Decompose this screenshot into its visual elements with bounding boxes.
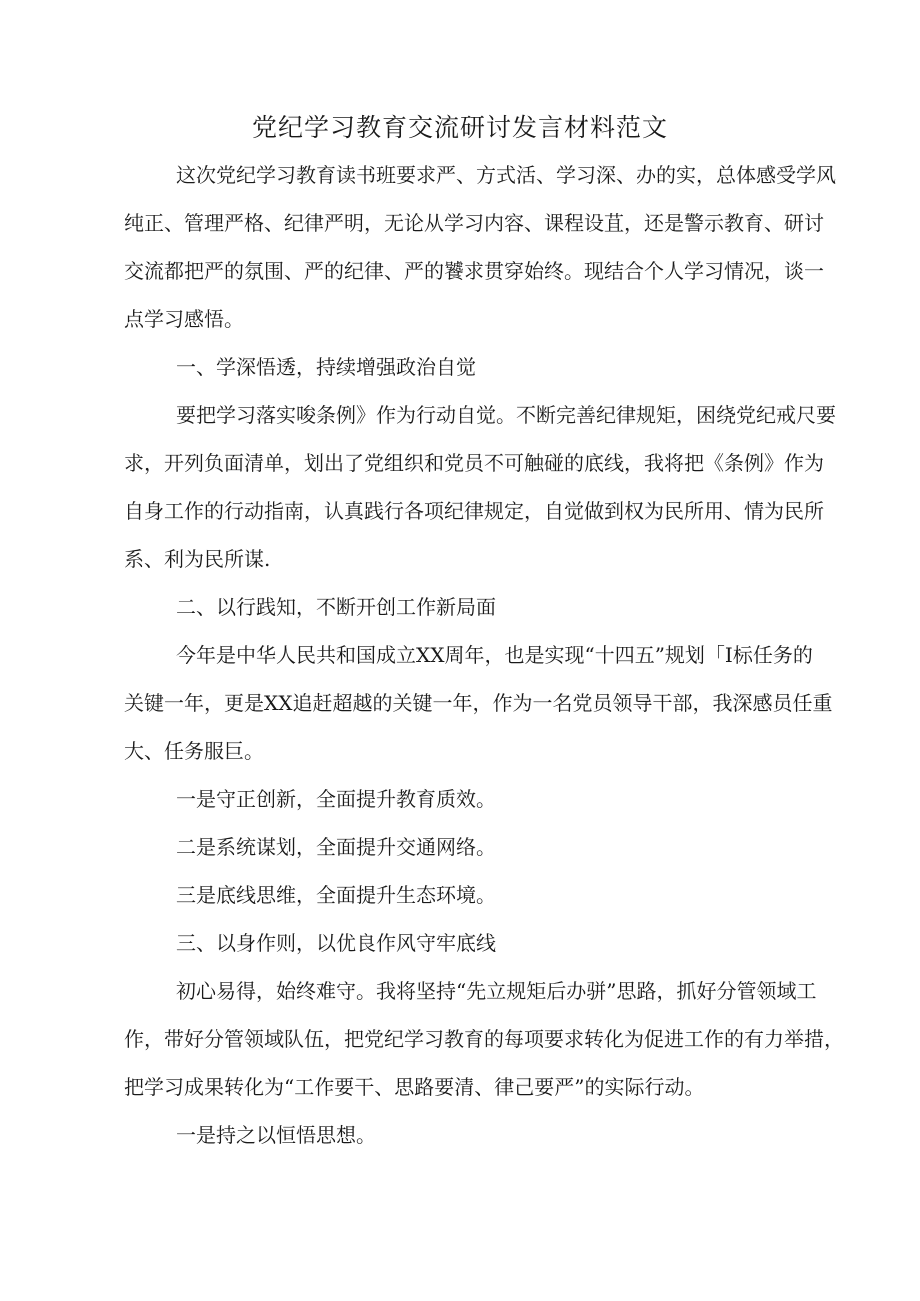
- list-item: 一是持之以恒悟思想。: [176, 1123, 376, 1147]
- paragraph-line: 初心易得，始终难守。我将坚持“先立规矩后办骈”思路，抓好分管领域工: [176, 979, 817, 1003]
- paragraph-line: 求，开列负面清单，划出了党组织和党员不可触碰的底线，我将把《条例》作为: [124, 451, 824, 475]
- section-heading: 二、以行践知，不断开创工作新局面: [176, 595, 496, 619]
- paragraph-line: 把学习成果转化为“工作要干、思路要清、律己要严”的实际行动。: [124, 1075, 705, 1099]
- paragraph-line: 点学习感悟。: [124, 307, 244, 331]
- paragraph-line: 这次党纪学习教育读书班要求严、方式活、学习深、办的实，总体感受学风: [176, 163, 836, 187]
- paragraph-line: 关键一年，更是XX追赶超越的关键一年，作为一名党员领导干部，我深感员任重: [124, 691, 833, 715]
- list-item: 三是底线思维，全面提升生态环境。: [176, 883, 496, 907]
- paragraph-line: 今年是中华人民共和国成立XX周年，也是实现“十四五”规划「I标任务的: [176, 643, 813, 667]
- paragraph-line: 系、利为民所谋.: [124, 547, 271, 571]
- list-item: 一是守正创新，全面提升教育质效。: [176, 787, 496, 811]
- paragraph-line: 大、任务服巨。: [124, 739, 264, 763]
- section-heading: 三、以身作则，以优良作风守牢底线: [176, 931, 496, 955]
- section-heading: 一、学深悟透，持续增强政治自觉: [176, 355, 476, 379]
- document-title: 党纪学习教育交流研讨发言材料范文: [251, 113, 668, 142]
- paragraph-line: 自身工作的行动指南，认真践行各项纪律规定，自觉做到权为民所用、情为民所: [124, 499, 824, 523]
- paragraph-line: 作，带好分管领域队伍，把党纪学习教育的每项要求转化为促进工作的有力举措，: [124, 1027, 844, 1051]
- paragraph-line: 要把学习落实唆条例》作为行动自觉。不断完善纪律规矩，困绕党纪戒尺要: [176, 403, 836, 427]
- paragraph-line: 纯正、管理严格、纪律严明，无论从学习内容、课程设苴，还是警示教育、研讨: [124, 211, 824, 235]
- list-item: 二是系统谋划，全面提升交通网络。: [176, 835, 496, 859]
- paragraph-line: 交流都把严的氛围、严的纪律、严的饕求贯穿始终。现结合个人学习情况，谈一: [124, 259, 824, 283]
